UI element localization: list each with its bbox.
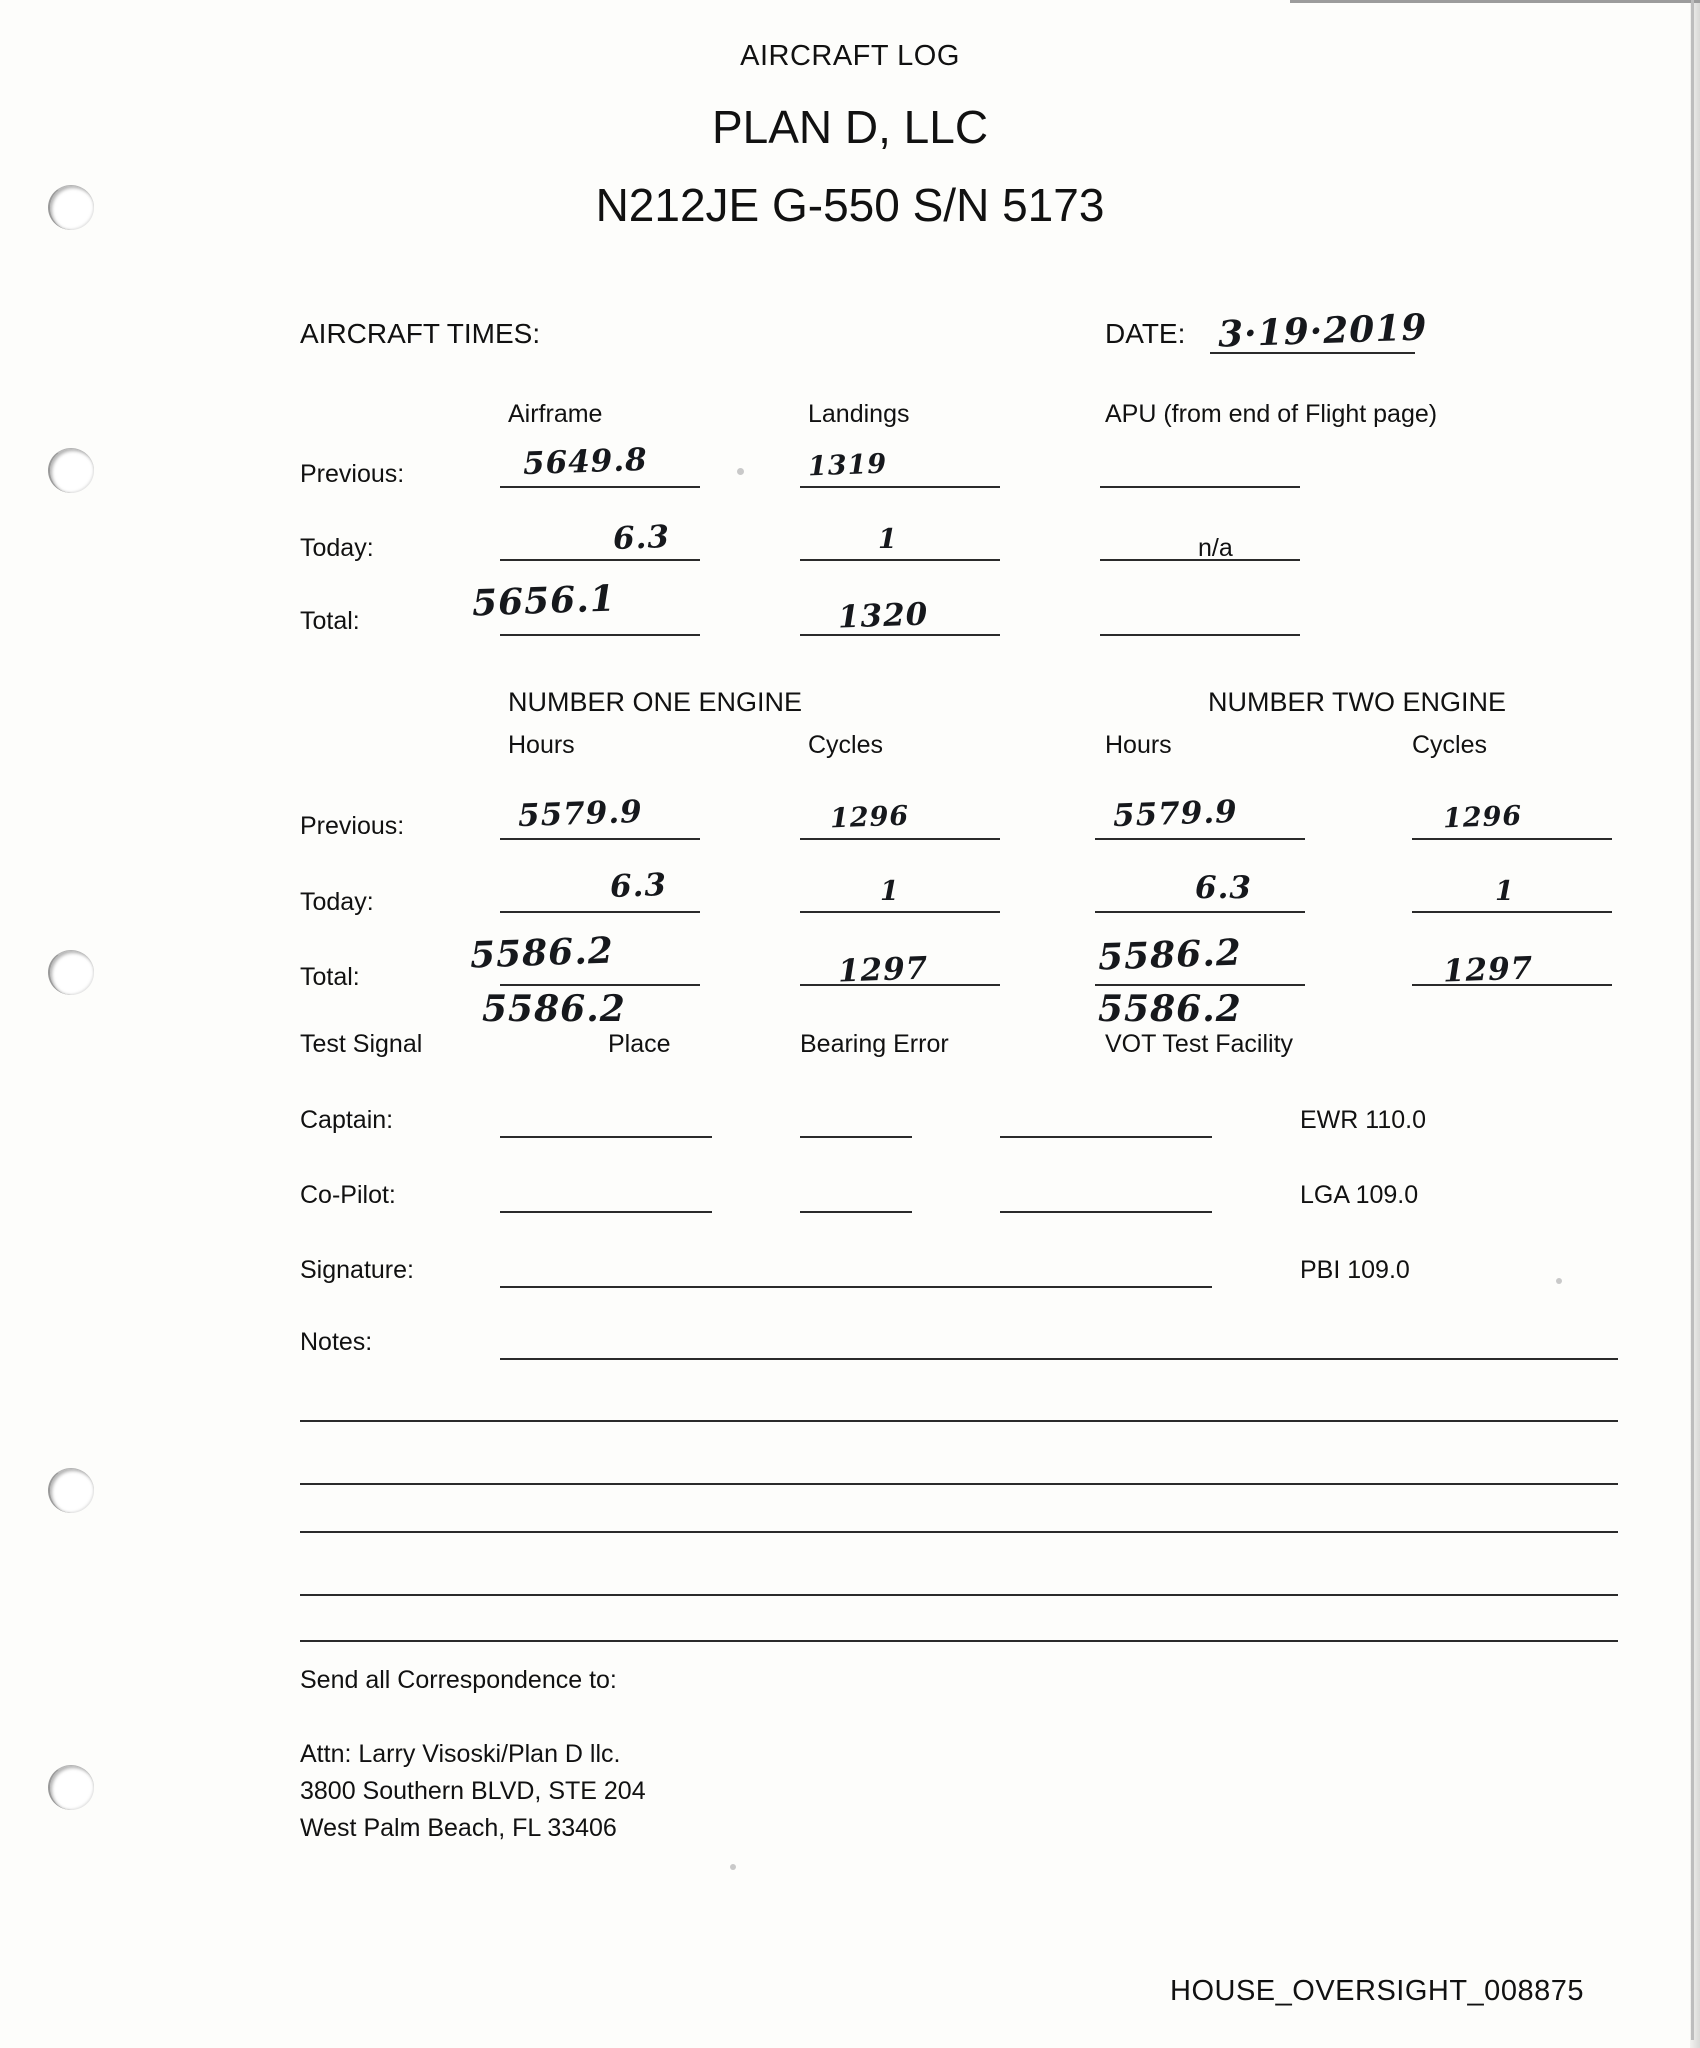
rule	[1095, 838, 1305, 840]
rule	[800, 984, 1000, 986]
copilot-label: Co-Pilot:	[300, 1181, 396, 1209]
correspondence-line: 3800 Southern BLVD, STE 204	[300, 1777, 646, 1805]
rule	[500, 634, 700, 636]
notes-rule-2	[300, 1420, 1618, 1422]
engine-one-hours-col: Hours	[508, 731, 575, 759]
scan-top-line	[1290, 0, 1700, 3]
test-signal-label: Test Signal	[300, 1030, 423, 1058]
rule	[1412, 838, 1612, 840]
engine2-total-hours-correction: 5586.2	[1098, 988, 1242, 1030]
rule	[800, 911, 1000, 913]
date-value: 3·19·2019	[1217, 306, 1429, 356]
vot-pbi-value: PBI 109.0	[1300, 1256, 1410, 1284]
rule	[1100, 634, 1300, 636]
times-total-airframe: 5656.1	[471, 577, 617, 625]
engine2-total-hours: 5586.2	[1097, 931, 1243, 979]
date-rule	[1210, 352, 1415, 354]
copilot-vot-rule	[1000, 1211, 1212, 1213]
captain-vot-rule	[1000, 1136, 1212, 1138]
bearing-error-label: Bearing Error	[800, 1030, 949, 1058]
rule	[1095, 984, 1305, 986]
rule	[800, 486, 1000, 488]
times-row-label-today: Today:	[300, 534, 374, 562]
times-previous-landings: 1319	[807, 448, 888, 483]
engine1-total-hours: 5586.2	[469, 929, 615, 977]
scan-speck	[737, 468, 744, 475]
col-airframe-label: Airframe	[508, 400, 603, 428]
times-today-airframe: 6.3	[612, 519, 671, 557]
engine1-today-cycles: 1	[880, 876, 900, 907]
date-label: DATE:	[1105, 318, 1186, 349]
notes-label: Notes:	[300, 1328, 373, 1356]
engine-two-hours-col: Hours	[1105, 731, 1172, 759]
correspondence-line: Attn: Larry Visoski/Plan D llc.	[300, 1740, 621, 1768]
engine2-previous-cycles: 1296	[1442, 800, 1523, 835]
times-total-landings: 1320	[837, 596, 929, 636]
rule	[500, 486, 700, 488]
copilot-place-rule	[500, 1211, 712, 1213]
engine2-today-cycles: 1	[1495, 876, 1515, 907]
times-today-apu: n/a	[1198, 534, 1233, 562]
rule	[1412, 984, 1612, 986]
engine1-total-cycles: 1297	[837, 950, 929, 990]
engine1-previous-hours: 5579.9	[517, 793, 644, 835]
punch-hole	[48, 950, 94, 995]
col-landings-label: Landings	[808, 400, 910, 428]
copilot-bearing-rule	[800, 1211, 912, 1213]
rule	[800, 838, 1000, 840]
engine1-previous-cycles: 1296	[829, 800, 910, 835]
rule	[800, 559, 1000, 561]
vot-test-facility-label: VOT Test Facility	[1105, 1030, 1294, 1058]
rule	[1412, 911, 1612, 913]
engine2-previous-hours: 5579.9	[1112, 793, 1239, 835]
punch-hole	[48, 1765, 94, 1810]
punch-hole	[48, 448, 94, 493]
rule	[500, 984, 700, 986]
notes-rule-5	[300, 1594, 1618, 1596]
signature-label: Signature:	[300, 1256, 414, 1284]
captain-place-rule	[500, 1136, 712, 1138]
correspondence-line: West Palm Beach, FL 33406	[300, 1814, 617, 1842]
aircraft-times-label: AIRCRAFT TIMES:	[300, 318, 541, 349]
engine-row-label-previous: Previous:	[300, 812, 405, 840]
times-row-label-previous: Previous:	[300, 460, 405, 488]
engine-two-label: NUMBER TWO ENGINE	[1208, 687, 1507, 717]
notes-rule-1	[500, 1358, 1618, 1360]
engine-two-cycles-col: Cycles	[1412, 731, 1488, 759]
vot-ewr-value: EWR 110.0	[1300, 1106, 1426, 1134]
notes-rule-6	[300, 1640, 1618, 1642]
engine-one-cycles-col: Cycles	[808, 731, 884, 759]
engine-one-label: NUMBER ONE ENGINE	[508, 687, 803, 717]
rule	[1100, 559, 1300, 561]
captain-bearing-rule	[800, 1136, 912, 1138]
signature-rule	[500, 1286, 1212, 1288]
times-previous-airframe: 5649.8	[522, 441, 649, 483]
scan-speck	[1556, 1278, 1562, 1284]
scan-right-line	[1691, 0, 1694, 2040]
aircraft-title: N212JE G-550 S/N 5173	[595, 179, 1105, 231]
rule	[800, 634, 1000, 636]
document-kicker: AIRCRAFT LOG	[740, 40, 960, 72]
notes-rule-4	[300, 1531, 1618, 1533]
engine-row-label-today: Today:	[300, 888, 374, 916]
rule	[500, 911, 700, 913]
engine2-today-hours: 6.3	[1195, 870, 1252, 906]
engine2-total-cycles: 1297	[1442, 950, 1534, 990]
engine1-total-hours-correction: 5586.2	[482, 988, 626, 1030]
rule	[500, 838, 700, 840]
captain-label: Captain:	[300, 1106, 394, 1134]
company-title: PLAN D, LLC	[711, 101, 989, 153]
bates-number: HOUSE_OVERSIGHT_008875	[1170, 1975, 1584, 2007]
rule	[500, 559, 700, 561]
notes-rule-3	[300, 1483, 1618, 1485]
punch-hole	[48, 1468, 94, 1513]
engine-row-label-total: Total:	[300, 963, 360, 991]
engine1-today-hours: 6.3	[609, 867, 668, 905]
times-today-landings: 1	[878, 524, 898, 555]
correspondence-heading: Send all Correspondence to:	[300, 1666, 617, 1694]
col-apu-label: APU (from end of Flight page)	[1105, 400, 1438, 428]
rule	[1100, 486, 1300, 488]
scan-speck	[730, 1864, 736, 1870]
place-label: Place	[608, 1030, 671, 1058]
vot-lga-value: LGA 109.0	[1300, 1181, 1419, 1209]
rule	[1095, 911, 1305, 913]
times-row-label-total: Total:	[300, 607, 360, 635]
